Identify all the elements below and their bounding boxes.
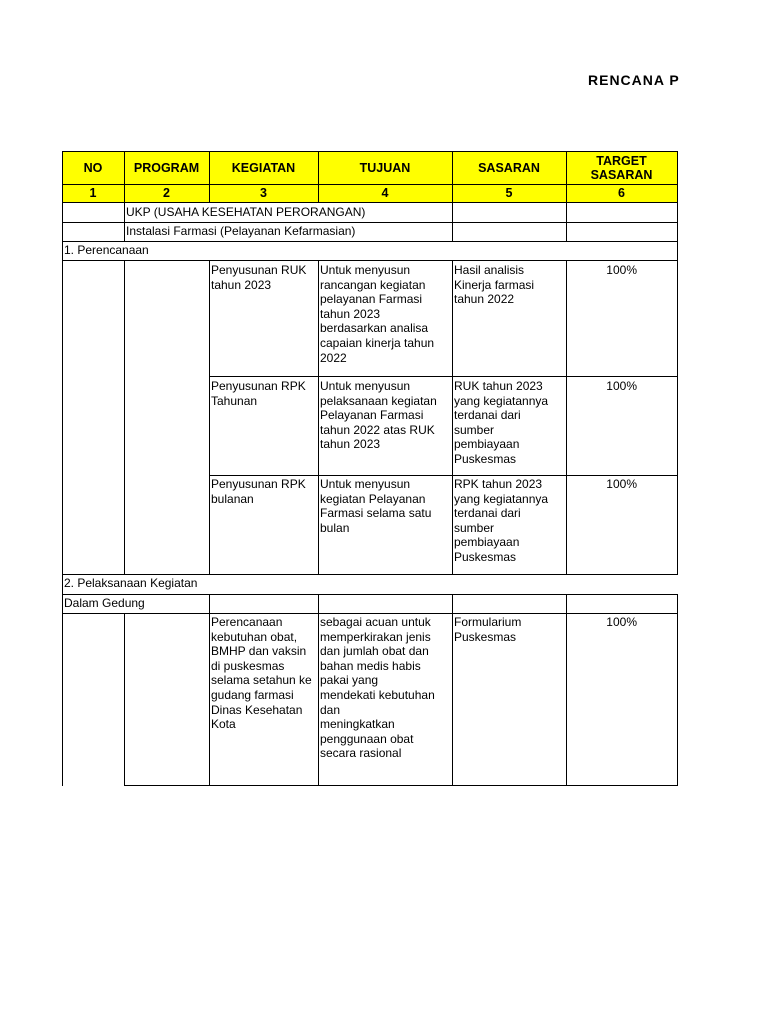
grid-line <box>566 260 567 574</box>
grid-line <box>62 151 678 152</box>
section-dalam-gedung: Dalam Gedung <box>64 596 145 610</box>
grid-line <box>677 241 678 260</box>
header-program: PROGRAM <box>124 151 209 184</box>
row3-sasaran: RPK tahun 2023 yang kegiatannya terdanai dari sumber pembiayaan Puskesmas <box>454 477 549 564</box>
header-target-sasaran: TARGET SASARAN <box>566 151 677 184</box>
grid-line <box>566 594 567 613</box>
grid-line <box>62 202 678 203</box>
header-sasaran: SASARAN <box>452 151 566 184</box>
row1-sasaran: Hasil analisis Kinerja farmasi tahun 2022 <box>454 263 535 307</box>
row1-kegiatan: Penyusunan RUK tahun 2023 <box>211 263 307 292</box>
column-number-1: 1 <box>62 184 124 202</box>
grid-line <box>677 613 678 786</box>
grid-line <box>566 613 567 786</box>
row3-target: 100% <box>606 477 637 491</box>
row2-tujuan: Untuk menyusun pelaksanaan kegiatan Pelayanan Farmasi tahun 2022 atas RUK tahun 2023 <box>320 379 437 452</box>
grid-line <box>677 594 678 613</box>
grid-line <box>677 260 678 574</box>
grid-line <box>62 241 63 260</box>
grid-line <box>318 613 319 786</box>
grid-line <box>209 613 210 786</box>
grid-line <box>677 151 678 202</box>
grid-line <box>62 222 678 223</box>
section-pelaksanaan-kegiatan: 2. Pelaksanaan Kegiatan <box>64 576 198 590</box>
grid-line <box>62 613 678 614</box>
grid-line <box>566 202 567 241</box>
grid-line <box>209 151 210 202</box>
column-number-6: 6 <box>566 184 677 202</box>
row1-target: 100% <box>606 263 637 277</box>
grid-line <box>566 151 567 202</box>
row2-sasaran: RUK tahun 2023 yang kegiatannya terdanai dari sumber pembiayaan Puskesmas <box>454 379 549 466</box>
grid-line <box>62 574 678 575</box>
grid-line <box>62 260 63 574</box>
grid-line <box>62 241 678 242</box>
row2-kegiatan: Penyusunan RPK Tahunan <box>211 379 306 408</box>
ukp-row-label: UKP (USAHA KESEHATAN PERORANGAN) <box>126 205 366 219</box>
grid-line <box>124 613 125 786</box>
grid-line <box>124 151 125 202</box>
grid-line <box>318 260 319 574</box>
grid-line <box>452 151 453 202</box>
grid-line <box>62 260 678 261</box>
row3-kegiatan: Penyusunan RPK bulanan <box>211 477 306 506</box>
header-tujuan: TUJUAN <box>318 151 452 184</box>
row4-kegiatan: Perencanaan kebutuhan obat, BMHP dan vaksin di puskesmas selama setahun ke gudang farmasi Dinas Kesehatan Kota <box>211 615 312 732</box>
row4-target: 100% <box>606 615 637 629</box>
grid-line <box>209 260 210 574</box>
grid-line <box>62 151 63 202</box>
grid-line <box>62 184 678 185</box>
grid-line <box>62 594 63 613</box>
grid-line <box>452 260 453 574</box>
grid-line <box>124 202 125 241</box>
column-number-5: 5 <box>452 184 566 202</box>
grid-line <box>124 260 125 574</box>
grid-line <box>452 594 453 613</box>
grid-line <box>677 202 678 241</box>
grid-line <box>209 594 210 613</box>
instalasi-row-label: Instalasi Farmasi (Pelayanan Kefarmasian) <box>126 224 356 238</box>
row1-tujuan: Untuk menyusun rancangan kegiatan pelayanan Farmasi tahun 2023 berdasarkan analisa capaian kinerja tahun 2022 <box>320 263 435 365</box>
grid-line <box>62 202 63 241</box>
grid-line <box>62 613 63 786</box>
grid-line <box>209 475 678 476</box>
column-number-2: 2 <box>124 184 209 202</box>
row3-tujuan: Untuk menyusun kegiatan Pelayanan Farmasi selama satu bulan <box>320 477 432 535</box>
grid-line <box>62 574 63 594</box>
grid-line <box>452 613 453 786</box>
section-perencanaan: 1. Perencanaan <box>64 243 149 257</box>
row4-sasaran: Formularium Puskesmas <box>454 615 522 644</box>
grid-line <box>318 151 319 202</box>
grid-line <box>318 594 319 613</box>
row4-tujuan: sebagai acuan untuk memperkirakan jenis dan jumlah obat dan bahan medis habis pakai yang mendekati kebutuhan dan meningkatkan penggunaan obat secara rasional <box>320 615 435 761</box>
grid-line <box>62 594 678 595</box>
row2-target: 100% <box>606 379 637 393</box>
grid-line <box>209 376 678 377</box>
document-title: RENCANA P <box>588 72 680 88</box>
header-kegiatan: KEGIATAN <box>209 151 318 184</box>
header-no: NO <box>62 151 124 184</box>
grid-line <box>124 785 678 786</box>
grid-line <box>452 202 453 241</box>
column-number-3: 3 <box>209 184 318 202</box>
column-number-4: 4 <box>318 184 452 202</box>
